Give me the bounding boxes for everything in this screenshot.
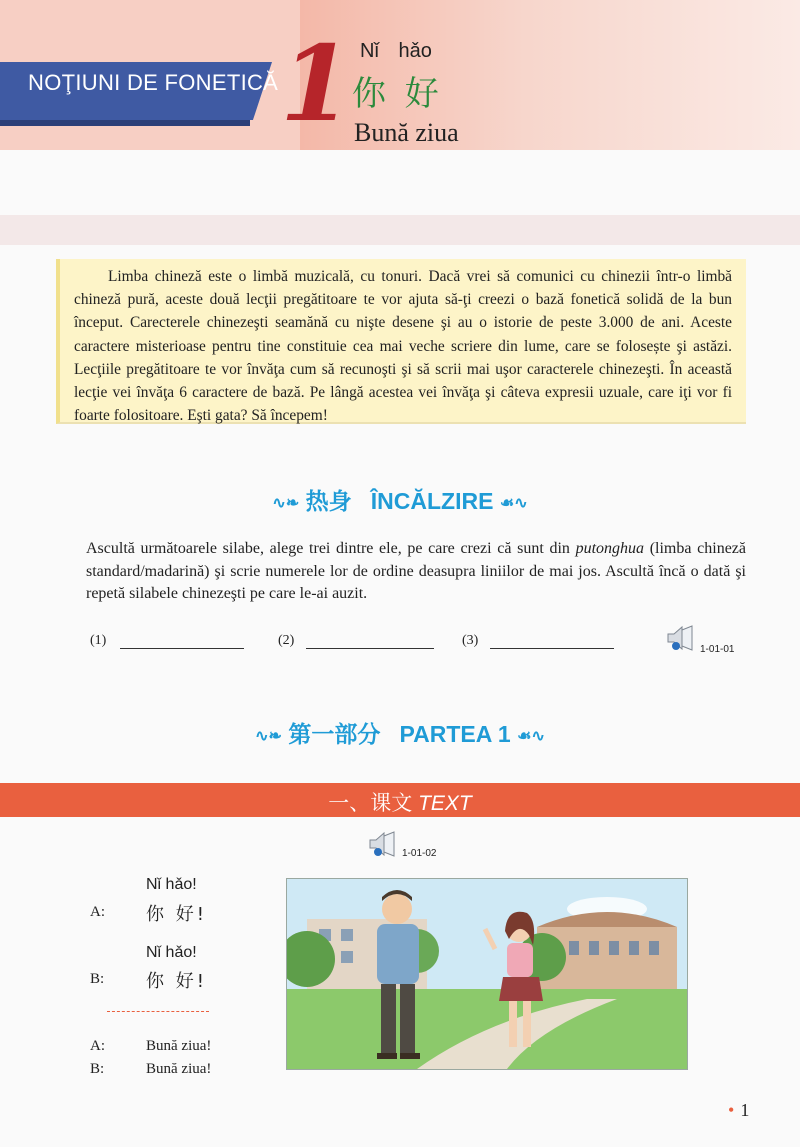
dialog-divider	[107, 1011, 209, 1012]
intro-box	[56, 259, 746, 424]
dialog-b-pinyin: Nǐ hǎo!	[146, 944, 197, 961]
audio-code-1: 1-01-01	[700, 644, 735, 655]
dialog-illustration	[286, 878, 688, 1070]
answer-blank-1[interactable]	[90, 633, 244, 649]
answer-blank-3[interactable]	[462, 633, 614, 649]
warmup-instruction	[86, 538, 746, 606]
part1-heading	[0, 716, 800, 749]
swirl-left-icon: ∿❧	[255, 727, 282, 745]
answer-blank-2[interactable]	[278, 633, 434, 649]
speaker-icon[interactable]	[366, 830, 396, 858]
instruction-part-1: Ascultă următoarele silabe, alege trei dintre ele, pe care crezi că sunt din	[86, 540, 576, 557]
lesson-title-chinese: 你 好	[352, 74, 443, 114]
instruction-italic: putonghua	[575, 540, 645, 557]
lesson-number: 1	[280, 22, 353, 145]
dialog-a-chinese: 你 好!	[146, 904, 207, 925]
dialog-b-chinese: 你 好!	[146, 971, 207, 992]
blank-label: (3)	[462, 633, 479, 648]
blank-line[interactable]	[306, 634, 434, 649]
translation-b-speaker: B:	[90, 1061, 105, 1077]
text-section-label	[0, 787, 800, 817]
audio-code-2: 1-01-02	[402, 848, 437, 859]
lesson-title-pinyin: Nǐ hǎo	[360, 40, 432, 62]
swirl-left-icon: ∿❧	[272, 494, 300, 512]
blank-label: (2)	[278, 633, 295, 648]
blank-line[interactable]	[490, 634, 614, 649]
intro-text: Limba chineză este o limbă muzicală, cu tonuri. Dacă vrei să comunici cu chinezii într-o limbă chineză pură, aceste două lecţii pregătitoare te vor ajuta să-ţi creezi o bază fonetică solidă de la bun început. Carecterele chinezeşti seamănă cu nişte desene şi au o istorie de peste 3.000 de ani. Aceste caractere misterioase pentru tine constituie cea mai veche scriere din lume, care se folosește şi astăzi. Lecţiile pregătitoare te vor învăţa cum să recunoşti şi să scrii mai uşor caracterele chinezeşti. În această lecţie vei învăţa 6 caractere de bază. Pe lângă acestea vei învăţa şi câteva expresii uzuale, care iţi vor fi foarte folositoare. Eşti gata? Să începem!	[74, 268, 732, 425]
page-number-value: 1	[740, 1100, 750, 1120]
swirl-right-icon: ☙∿	[499, 494, 528, 512]
translation-b-text: Bună ziua!	[146, 1061, 212, 1077]
decorative-band	[0, 215, 800, 245]
part1-heading-cn: 第一部分	[288, 722, 381, 748]
warmup-heading-ro: ÎNCĂLZIRE	[370, 488, 494, 514]
translation-a-text: Bună ziua!	[146, 1038, 212, 1054]
speaker-icon[interactable]	[664, 624, 694, 652]
dialog-a-speaker: A:	[90, 904, 105, 920]
section-name: NOŢIUNI DE FONETICĂ	[28, 70, 279, 95]
text-label-en: TEXT	[418, 792, 472, 815]
warmup-heading-cn: 热身	[305, 489, 352, 515]
dialog-a-pinyin: Nǐ hǎo!	[146, 876, 197, 893]
page-number-dot: •	[728, 1100, 735, 1120]
swirl-right-icon: ☙∿	[517, 727, 545, 745]
instruction-part-2: (limba chineză standard/madarină) şi scrie numerele lor de ordine deasupra liniilor de mai jos. Ascultă încă o dată şi repetă silabele chinezeşti pe care le-ai auzit.	[86, 540, 747, 602]
section-banner-shadow	[0, 120, 250, 126]
campus-greeting-illustration	[287, 879, 687, 1069]
audio-button-1[interactable]	[664, 624, 694, 656]
page-number	[728, 1100, 749, 1121]
blank-line[interactable]	[120, 634, 244, 649]
lesson-title-romanian: Bună ziua	[354, 118, 459, 147]
warmup-heading	[0, 483, 800, 516]
translation-a-speaker: A:	[90, 1038, 105, 1054]
blank-label: (1)	[90, 633, 107, 648]
dialog-b-speaker: B:	[90, 971, 105, 987]
part1-heading-ro: PARTEA 1	[399, 721, 511, 747]
text-label-cn: 一、课文	[328, 791, 413, 815]
audio-button-2[interactable]	[366, 830, 396, 862]
